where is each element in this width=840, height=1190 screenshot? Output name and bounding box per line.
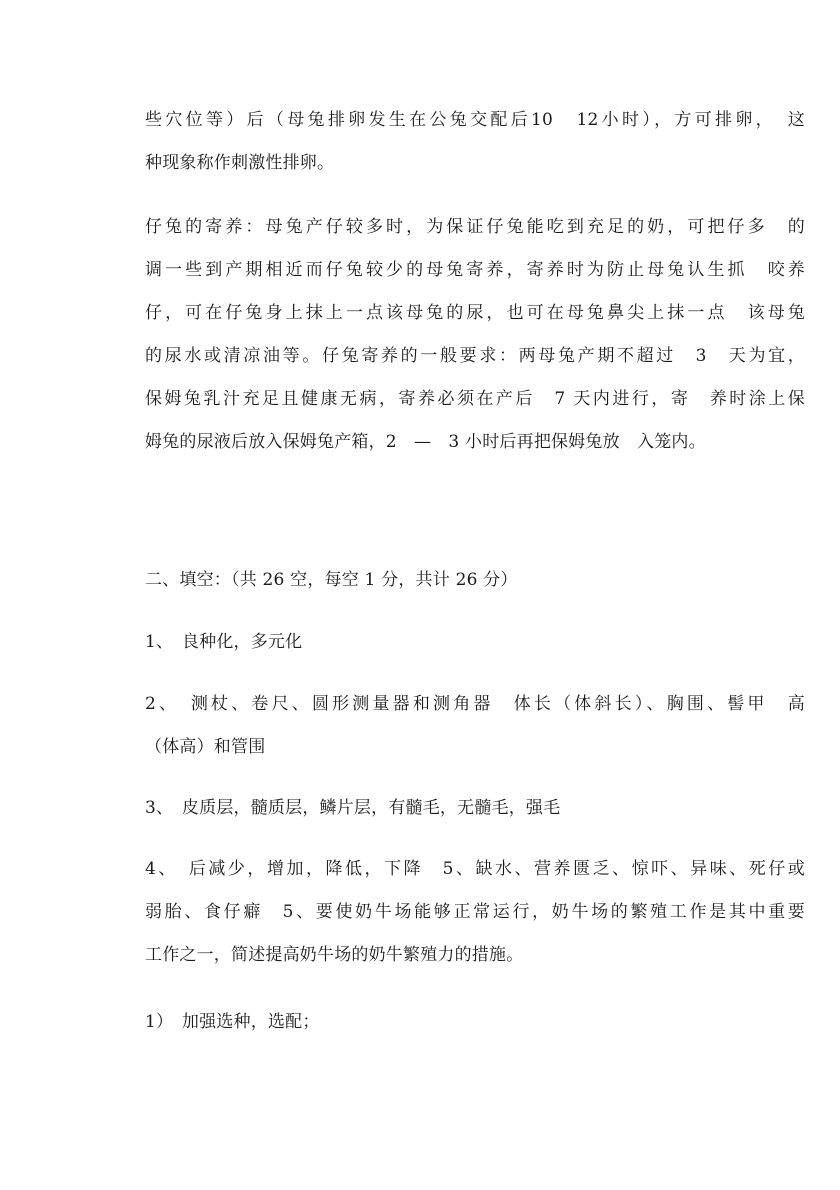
answer-item-4: [145, 848, 805, 977]
text-line: 些穴位等）后（母兔排卵发生在公兔交配后10 12小时），方可排卵， 这: [145, 110, 805, 130]
paragraph-stimulated-ovulation: [145, 99, 805, 185]
text-line: 1、 良种化，多元化: [145, 632, 303, 652]
paragraph-kit-fostering: [145, 206, 805, 464]
text-line: 种现象称作刺激性排卵。: [145, 153, 335, 173]
text-line: 4、 后减少，增加，降低，下降 5、缺水、营养匮乏、惊吓、异味、死仔或: [145, 859, 805, 879]
text-line: 2、 测杖、卷尺、圆形测量器和测角器 体长（体斜长）、胸围、髻甲 高: [145, 694, 805, 714]
text-line: 保姆兔乳汁充足且健康无病，寄养必须在产后 7 天内进行，寄 养时涂上保: [145, 389, 805, 409]
answer-item-2: [145, 683, 805, 769]
text-line: 的尿水或清凉油等。仔兔寄养的一般要求：两母兔产期不超过 3 天为宜，: [145, 346, 805, 366]
text-line: 仔兔的寄养：母兔产仔较多时，为保证仔兔能吃到充足的奶，可把仔多 的: [145, 217, 805, 237]
section-heading-fill-in: [145, 559, 805, 602]
text-line: 姆兔的尿液后放入保姆兔产箱，2 — 3 小时后再把保姆兔放 入笼内。: [145, 432, 706, 452]
section-heading: 二、填空：（共 26 空，每空 1 分，共计 26 分）: [145, 570, 518, 590]
text-line: 3、 皮质层，髓质层，鳞片层，有髓毛，无髓毛，强毛: [145, 798, 561, 818]
text-line: 仔，可在仔兔身上抹上一点该母兔的尿，也可在母兔鼻尖上抹一点 该母兔: [145, 303, 805, 323]
text-line: 1） 加强选种，选配；: [145, 1012, 320, 1032]
answer-sub-item-1: [145, 1001, 805, 1044]
answer-item-1: [145, 621, 805, 664]
text-line: 弱胎、食仔癖 5、要使奶牛场能够正常运行，奶牛场的繁殖工作是其中重要: [145, 902, 805, 922]
answer-item-3: [145, 787, 805, 830]
text-line: （体高）和管围: [145, 737, 266, 757]
text-line: 调一些到产期相近而仔兔较少的母兔寄养，寄养时为防止母兔认生抓 咬养: [145, 260, 805, 280]
text-line: 工作之一，简述提高奶牛场的奶牛繁殖力的措施。: [145, 945, 524, 965]
